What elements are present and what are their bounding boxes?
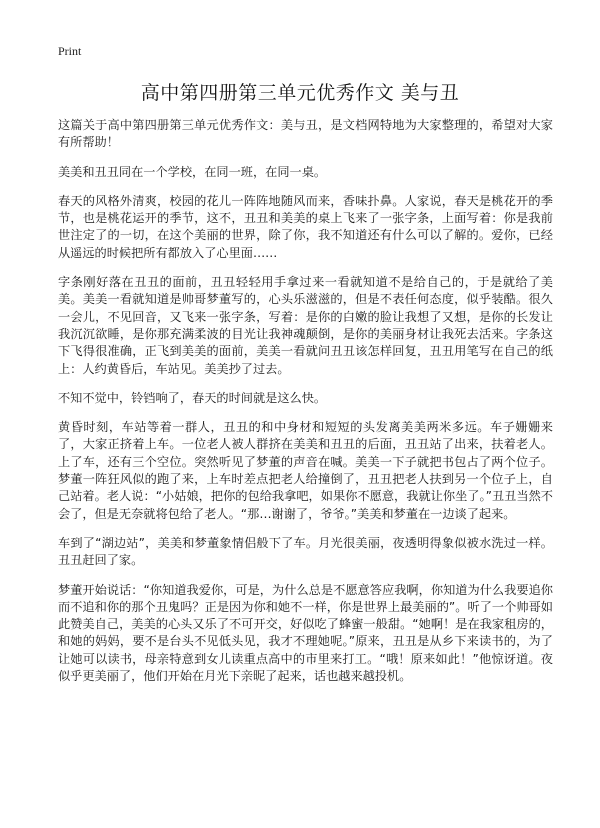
- paragraph-intro: 这篇关于高中第四册第三单元优秀作文：美与丑，是文档网特地为大家整理的，希望对大家有所帮助！: [58, 118, 553, 150]
- paragraph: 不知不觉中，铃铛响了，春天的时间就是这么快。: [58, 390, 327, 405]
- print-link[interactable]: Print: [58, 44, 82, 58]
- paragraph: 字条刚好落在丑丑的面前，丑丑轻轻用手拿过来一看就知道不是给自己的，于是就给了美美。美美一看就知道是帅哥梦董写的，心头乐滋滋的，但是不表任何态度，似乎装酷。很久一会儿，不见回音，又飞来一张字条，写着：是你的白嫩的脸让我想了又想，是你的长发让我沉沉欲睡，是你那充满柔波的目光让我神魂颠倒，是你的美丽身材让我死去活来。字条这下飞得很准确，正飞到美美的面前，美美一看就问丑丑该怎样回复，丑丑用笔写在自己的纸上：人约黄昏后，车站见。美美抄了过去。: [58, 275, 553, 376]
- paragraph: 春天的风格外清爽，校园的花儿一阵阵地随风而来，香味扑鼻。人家说，春天是桃花开的季节，也是桃花运开的季节，这不，丑丑和美美的桌上飞来了一张字条，上面写着：你是我前世注定了的一切，在这个美丽的世界，除了你，我不知道还有什么可以了解的。爱你，已经从遥远的时候把所有都放入了心里面……: [58, 193, 553, 260]
- paragraph: 车到了“湖边站”，美美和梦董象情侣般下了车。月光很美丽，夜透明得象似被水洗过一样。丑丑赶回了家。: [58, 535, 553, 568]
- page-title: 高中第四册第三单元优秀作文 美与丑: [140, 82, 460, 104]
- paragraph: 梦董开始说话：“你知道我爱你，可是，为什么总是不愿意答应我啊，你知道为什么我要追你而不追和你的那个丑鬼吗？正是因为你和她不一样，你是世界上最美丽的”。听了一个帅哥如此赞美自己，美美的心头又乐了不可开交，好似吃了蜂蜜一般甜。“她啊！是在我家租房的，和她的妈妈，要不是台头不见低头见，我才不理她呢。”原来，丑丑是从乡下来读书的，为了让她可以读书，母亲特意到女儿读重点高中的市里来打工。“哦！原来如此！”他惊讶道。夜似乎更美丽了，他们开始在月光下亲昵了起来，话也越来越投机。: [58, 582, 553, 684]
- paragraph: 美美和丑丑同在一个学校，在同一班，在同一桌。: [58, 164, 327, 179]
- article-body: [58, 117, 553, 697]
- paragraph: 黄昏时刻，车站等着一群人，丑丑的和中身材和短短的头发离美美两米多远。车子姗姗来了，大家正挤着上车。一位老人被人群挤在美美和丑丑的后面，丑丑站了出来，扶着老人。上了车，还有三个空位。突然听见了梦董的声音在喊。美美一下子就把书包占了两个位子。梦董一阵狂风似的跑了来，上车时差点把老人给撞倒了，丑丑把老人扶到另一个位子上，自己站着。老人说：“小姑娘，把你的包给我拿吧，如果你不愿意，我就让你坐了。”丑丑当然不会了，但是无奈就将包给了老人。“那…谢谢了，爷爷。”美美和梦董在一边谈了起来。: [58, 420, 553, 521]
